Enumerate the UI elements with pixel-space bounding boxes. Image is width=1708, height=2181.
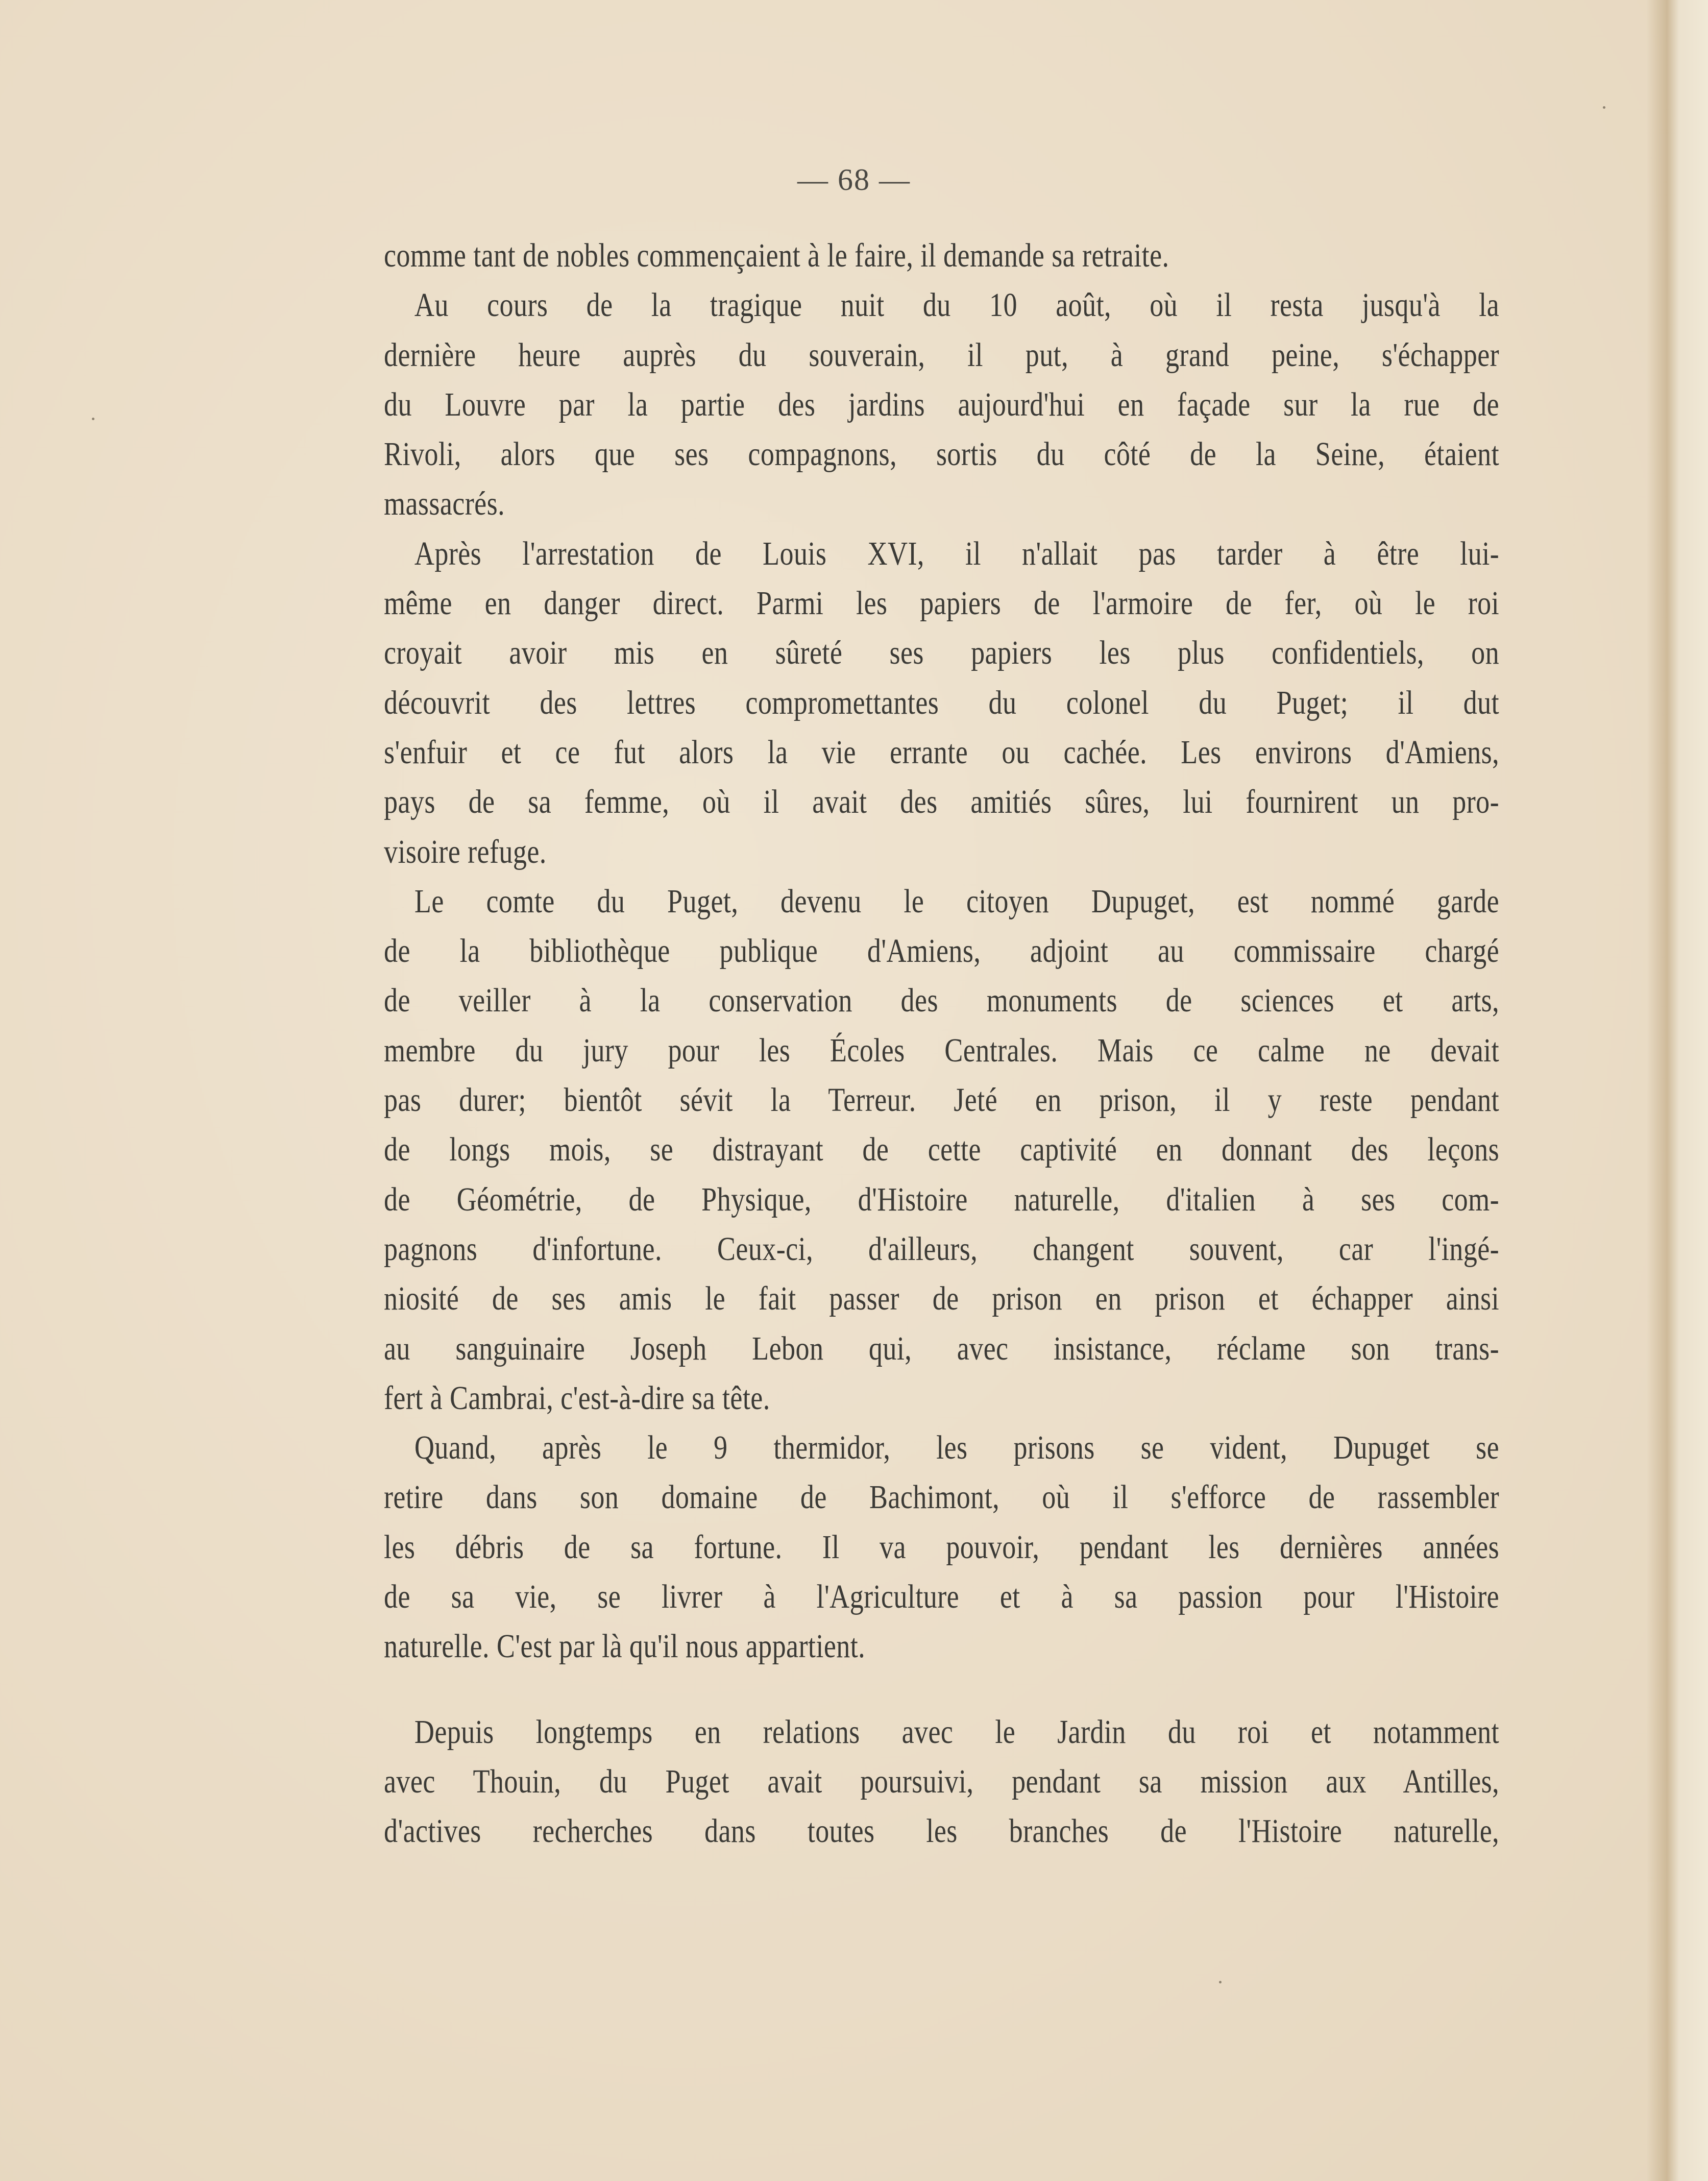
paragraph	[384, 231, 1500, 280]
paragraph	[384, 1707, 1500, 1856]
text-line: fert à Cambrai, c'est-à-dire sa tête.	[384, 1379, 770, 1417]
text-line: avec Thouin, du Puget avait poursuivi, pendant sa mission aux Antilles,	[384, 1762, 1500, 1800]
text-line: de la bibliothèque publique d'Amiens, adjoint au commissaire chargé	[384, 932, 1500, 970]
text-line: de veiller à la conservation des monuments de sciences et arts,	[384, 982, 1500, 1020]
text-line: pagnons d'infortune. Ceux-ci, d'ailleurs, changent souvent, car l'ingé-	[384, 1230, 1500, 1268]
text-line: du Louvre par la partie des jardins aujourd'hui en façade sur la rue de	[384, 385, 1500, 423]
text-line: Le comte du Puget, devenu le citoyen Dupuget, est nommé garde	[414, 882, 1500, 920]
paper-speck	[1219, 1981, 1222, 1983]
text-line: membre du jury pour les Écoles Centrales. Mais ce calme ne devait	[384, 1031, 1500, 1069]
paper-speck	[92, 418, 94, 420]
text-line: pas durer; bientôt sévit la Terreur. Jeté en prison, il y reste pendant	[384, 1081, 1500, 1119]
text-line: de Géométrie, de Physique, d'Histoire naturelle, d'italien à ses com-	[384, 1180, 1500, 1218]
text-line: de sa vie, se livrer à l'Agriculture et à sa passion pour l'Histoire	[384, 1578, 1500, 1616]
paragraph	[384, 877, 1500, 1423]
paragraph	[384, 529, 1500, 877]
page-number: — 68 —	[797, 163, 911, 197]
text-line: Quand, après le 9 thermidor, les prisons se vident, Dupuget se	[414, 1429, 1500, 1467]
text-line: Après l'arrestation de Louis XVI, il n'allait pas tarder à être lui-	[414, 535, 1500, 572]
paragraph	[384, 1423, 1500, 1671]
text-line: pays de sa femme, où il avait des amitiés sûres, lui fournirent un pro-	[384, 783, 1500, 821]
text-line: d'actives recherches dans toutes les branches de l'Histoire naturelle,	[384, 1812, 1500, 1850]
text-line: Depuis longtemps en relations avec le Jardin du roi et notamment	[414, 1713, 1500, 1751]
text-line: même en danger direct. Parmi les papiers de l'armoire de fer, où le roi	[384, 585, 1500, 622]
paper-speck	[1603, 106, 1605, 109]
text-line: visoire refuge.	[384, 833, 547, 870]
text-line: niosité de ses amis le fait passer de prison en prison et échapper ainsi	[384, 1280, 1500, 1318]
body-text	[384, 231, 1500, 1856]
text-line: naturelle. C'est par là qu'il nous appartient.	[384, 1628, 866, 1665]
text-line: massacrés.	[384, 485, 505, 523]
text-line: croyait avoir mis en sûreté ses papiers les plus confidentiels, on	[384, 634, 1500, 672]
text-line: s'enfuir et ce fut alors la vie errante ou cachée. Les environs d'Amiens,	[384, 733, 1500, 771]
text-line: découvrit des lettres compromettantes du colonel du Puget; il dut	[384, 684, 1500, 721]
text-line: comme tant de nobles commençaient à le faire, il demande sa retraite.	[384, 237, 1169, 274]
paragraph	[384, 280, 1500, 528]
text-line: de longs mois, se distrayant de cette captivité en donnant des leçons	[384, 1131, 1500, 1169]
text-line: Au cours de la tragique nuit du 10 août, où il resta jusqu'à la	[414, 286, 1500, 324]
text-line: au sanguinaire Joseph Lebon qui, avec insistance, réclame son trans-	[384, 1329, 1500, 1367]
text-line: les débris de sa fortune. Il va pouvoir, pendant les dernières années	[384, 1528, 1500, 1566]
text-line: dernière heure auprès du souverain, il put, à grand peine, s'échapper	[384, 336, 1500, 374]
section-break	[384, 1671, 1500, 1707]
text-line: Rivoli, alors que ses compagnons, sortis du côté de la Seine, étaient	[384, 435, 1500, 473]
text-line: retire dans son domaine de Bachimont, où il s'efforce de rassembler	[384, 1479, 1500, 1516]
